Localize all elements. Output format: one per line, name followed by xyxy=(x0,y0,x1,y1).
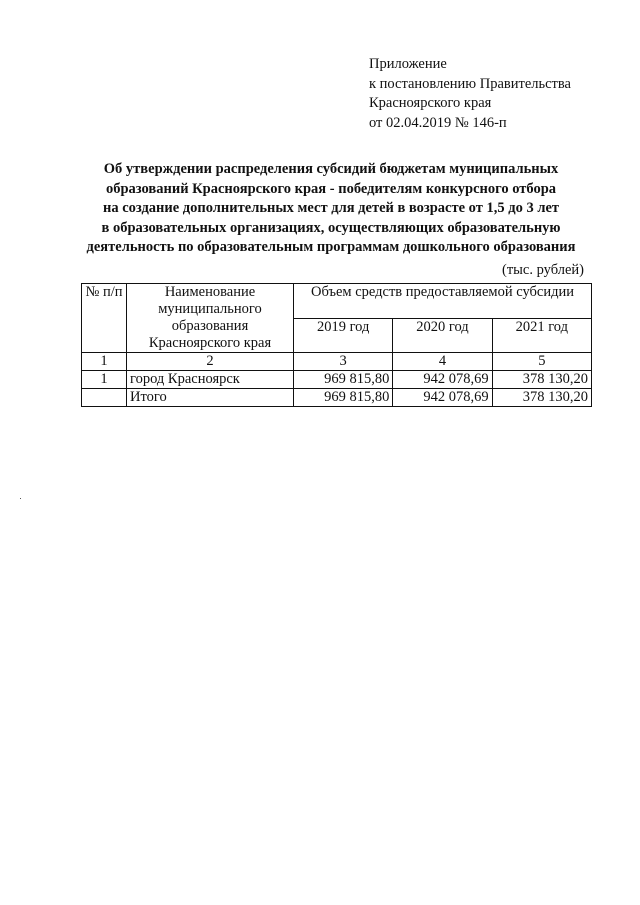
total-value-2019: 969 815,80 xyxy=(294,389,393,407)
units-label: (тыс. рублей) xyxy=(502,262,584,278)
total-value-2021: 378 130,20 xyxy=(492,389,591,407)
header-name: Наименование муниципального образования Красноярского края xyxy=(127,284,294,353)
header-volume: Объем средств предоставляемой субсидии xyxy=(294,284,592,319)
appendix-block xyxy=(369,55,571,133)
header-year: 2019 год xyxy=(294,318,393,353)
total-empty-cell xyxy=(82,389,127,407)
appendix-line: Приложение xyxy=(369,56,447,72)
column-number: 2 xyxy=(127,353,294,371)
scan-speck xyxy=(20,498,21,499)
row-num: 1 xyxy=(82,371,127,389)
row-value-2019: 969 815,80 xyxy=(294,371,393,389)
column-number: 1 xyxy=(82,353,127,371)
title-line: в образовательных организациях, осуществляющих образовательную xyxy=(101,219,561,236)
table-row xyxy=(82,371,592,389)
total-row xyxy=(82,389,592,407)
title-line: образований Красноярского края - победителям конкурсного отбора xyxy=(105,180,557,197)
total-label: Итого xyxy=(127,389,294,407)
subsidy-table xyxy=(81,283,592,407)
header-year: 2021 год xyxy=(492,318,591,353)
appendix-line: Красноярского края xyxy=(369,95,492,111)
appendix-line: от 02.04.2019 № 146-п xyxy=(369,114,507,131)
header-year: 2020 год xyxy=(393,318,492,353)
column-number-row xyxy=(82,353,592,371)
header-num: № п/п xyxy=(82,284,127,353)
document-title xyxy=(60,160,602,258)
title-line: на создание дополнительных мест для детей в возрасте от 1,5 до 3 лет xyxy=(102,200,560,216)
row-name: город Красноярск xyxy=(127,371,294,389)
column-number: 4 xyxy=(393,353,492,371)
title-line: Об утверждении распределения субсидий бюджетам муниципальных xyxy=(103,161,559,177)
appendix-line: к постановлению Правительства xyxy=(369,75,571,92)
column-number: 3 xyxy=(294,353,393,371)
title-line: деятельность по образовательным программам дошкольного образования xyxy=(86,239,576,255)
column-number: 5 xyxy=(492,353,591,371)
total-value-2020: 942 078,69 xyxy=(393,389,492,407)
table-header-row xyxy=(82,284,592,319)
row-value-2020: 942 078,69 xyxy=(393,371,492,389)
row-value-2021: 378 130,20 xyxy=(492,371,591,389)
